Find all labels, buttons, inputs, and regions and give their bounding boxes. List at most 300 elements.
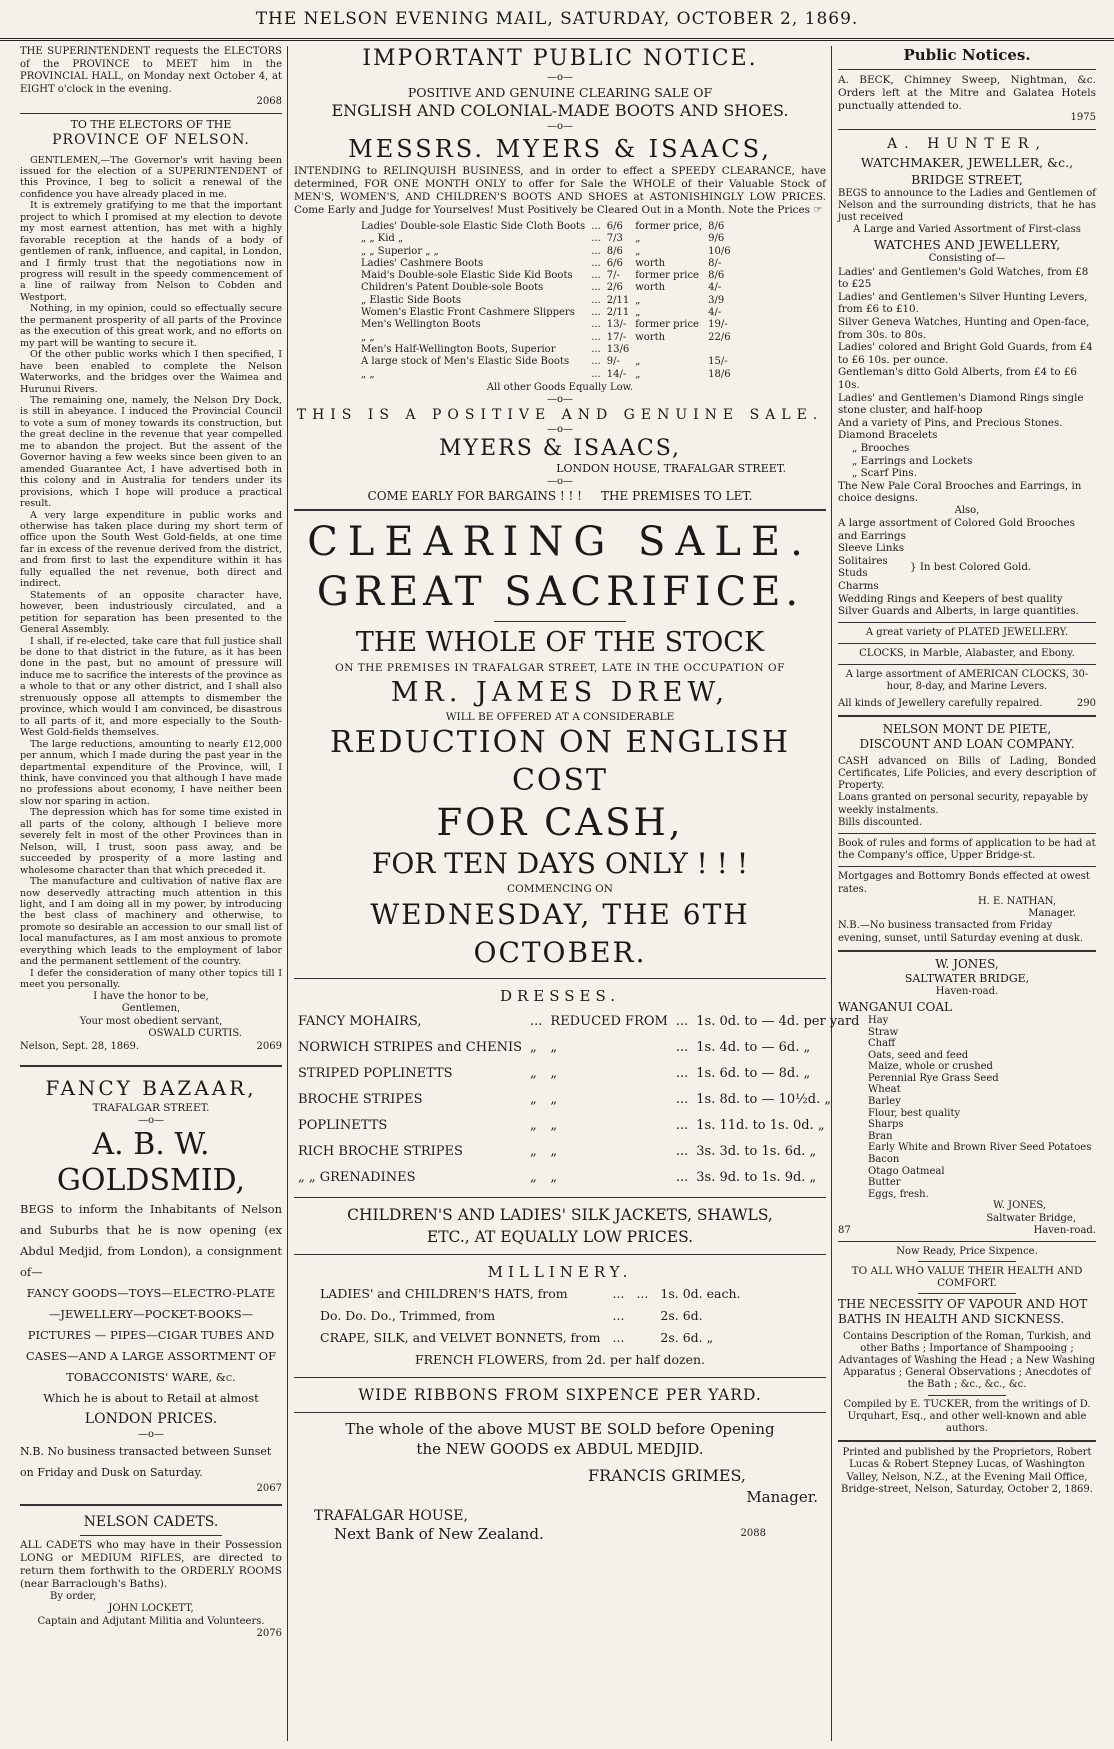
shoe-row-cell: 10/6 (708, 245, 731, 257)
nathan-role: Manager. (1028, 908, 1076, 920)
shoe-price-table (358, 221, 734, 381)
letter-paragraph: I defer the consideration of many other topics till I meet you personally. (20, 967, 282, 991)
new-goods: the NEW GOODS ex ABDUL MEDJID. (416, 1439, 704, 1458)
dress-row (294, 1087, 863, 1113)
also-item: Wedding Rings and Keepers of best quality (838, 592, 1063, 605)
cadets-signature: JOHN LOCKETT, (108, 1603, 194, 1615)
dress-row-cell: BROCHE STRIPES (298, 1091, 423, 1107)
dress-row-cell: 1s. 0d. to — 4d. per yard (696, 1013, 860, 1029)
divider: —o— (546, 423, 574, 435)
clearing-sale: CLEARING SALE. (307, 518, 813, 565)
letter-paragraph: A very large expenditure in public works and otherwise has taken place during my short term of office upon the South West Gold-fields, at one time far in excess of the revenue derived from the district, and from first to last the expenditure within it has fully equalled the net revenue, both direct and indirect. (20, 509, 282, 590)
wide-ribbons: WIDE RIBBONS FROM SIXPENCE PER YARD. (358, 1385, 762, 1404)
ten-days: FOR TEN DAYS ONLY ! ! ! (371, 846, 749, 880)
shoe-row (358, 246, 734, 258)
dress-row-cell: „ (530, 1091, 537, 1107)
mont-mortgages: Mortgages and Bottomry Bonds effected at owest rates. (838, 871, 1090, 895)
shoe-row-cell: „ (635, 368, 641, 380)
wednesday-date: WEDNESDAY, THE 6TH OCTOBER. (370, 897, 750, 969)
letter-paragraph: GENTLEMEN,—The Governor's writ having been issued for the election of a SUPERINTENDENT of this Province, I beg to solicit a renewal of the confidence you have already placed in me. (20, 154, 282, 200)
shoe-row-cell: Women's Elastic Front Cashmere Slippers (361, 307, 575, 319)
millinery-row (314, 1305, 746, 1327)
letter-paragraph: It is extremely gratifying to me that the important project to which I promised at my election to devote my most earnest attention, has met with a highly favorable reception at the hands of a body of gentlemen of rank, influence, and capital, in London, and I firmly trust that the negotiations now in progress will result in the speedy commencement of a line of railway from Nelson to Cobden and Westport. (20, 200, 282, 303)
dress-row-cell: „ (530, 1065, 537, 1081)
dress-row-cell: „ (550, 1143, 558, 1159)
mont-body: CASH advanced on Bills of Lading, Bonded Certificates, Life Policies, and every description of Property. (838, 755, 1096, 792)
dress-row (294, 1061, 863, 1087)
dress-row-cell: FANCY MOHAIRS, (298, 1013, 422, 1029)
jones-road: Haven-road. (1033, 1224, 1096, 1236)
election-letter (20, 155, 282, 991)
shoe-row-cell: 8/6 (708, 221, 725, 232)
mr-james-drew: MR. JAMES DREW, (390, 676, 730, 708)
coal-item: Eggs, fresh. (868, 1188, 929, 1200)
shoe-row-cell: „ „ (361, 368, 375, 380)
come-early: COME EARLY FOR BARGAINS ! ! ! THE PREMISES TO LET. (367, 488, 753, 503)
consisting: Consisting of— (928, 253, 1006, 265)
also-items (838, 517, 1096, 618)
millinery-row-cell: 2s. 6d. „ (660, 1329, 714, 1345)
shoe-row-cell: ... (591, 368, 601, 380)
messrs-heading: MESSRS. MYERS & ISAACS, (348, 135, 772, 163)
must-be-sold: The whole of the above MUST BE SOLD before Opening (345, 1419, 775, 1438)
shoe-row-cell: 4/- (708, 282, 722, 294)
dress-row-cell: ... (675, 1169, 689, 1185)
letter-closing: Your most obedient servant, (79, 1015, 223, 1027)
mont-nb: N.B.—No business transacted from Friday evening, sunset, until Saturday evening at dusk. (838, 920, 1083, 944)
millinery-row-cell: ... (612, 1307, 625, 1323)
coal-item: Chaff (868, 1038, 896, 1050)
shoe-row-cell: ... (591, 282, 601, 294)
shoe-row-cell: 19/- (708, 319, 728, 331)
shoe-row-cell: 8/6 (708, 270, 725, 282)
also: Also, (954, 504, 980, 516)
divider: —o— (546, 72, 574, 83)
dress-row-cell: „ (530, 1169, 537, 1185)
millinery-row-cell: CRAPE, SILK, and VELVET BONNETS, from (320, 1329, 601, 1345)
hunter-item: Ladies' and Gentlemen's Silver Hunting Levers, from £6 to £10. (838, 290, 1088, 316)
dress-row-cell: NORWICH STRIPES and CHENIS (298, 1039, 522, 1055)
cadets-order: By order, (50, 1590, 97, 1602)
coal-item: Perennial Rye Grass Seed (868, 1072, 999, 1084)
shoe-row-cell (705, 344, 733, 356)
dress-row-cell: 1s. 4d. to — 6d. „ (696, 1039, 811, 1055)
hunter-item: Ladies' colored and Bright Gold Guards, from £4 to £6 10s. per ounce. (838, 341, 1093, 366)
dress-row-cell: ... (675, 1065, 689, 1081)
nathan: H. E. NATHAN, (977, 895, 1056, 907)
bazaar-body: BEGS to inform the Inhabitants of Nelson and Suburbs that he is now opening (ex Abdul Medjid, from London), a consignment of— (20, 1202, 282, 1280)
shoe-row-cell: ... (591, 319, 601, 331)
shoe-row-cell: 8/- (708, 257, 722, 269)
millinery-row-cell: ... (636, 1285, 649, 1301)
also-item: Solitaires (838, 554, 888, 567)
also-item: Studs (838, 567, 868, 580)
coal-item: Oats, seed and feed (868, 1049, 969, 1061)
shoe-row-cell: 3/9 (708, 294, 725, 306)
shoe-row-cell: „ (635, 307, 641, 319)
necessity: THE NECESSITY OF VAPOUR AND HOT BATHS IN HEALTH AND SICKNESS. (838, 1296, 1088, 1326)
shoe-row (358, 307, 734, 319)
shoe-row-cell: Ladies' Cashmere Boots (361, 257, 484, 269)
coal-item: Flour, best quality (868, 1107, 961, 1119)
dresses-table (294, 1009, 863, 1191)
now-ready: Now Ready, Price Sixpence. (896, 1246, 1038, 1258)
wanganui-coal: WANGANUI COAL (838, 999, 952, 1014)
shoe-row-cell: worth (635, 331, 666, 343)
cadets-body: ALL CADETS who may have in their Possession LONG or MEDIUM RIFLES, are directed to return them forthwith to the ORDERLY ROOMS (near Barraclough's Baths). (20, 1538, 282, 1590)
best-colored-gold: } In best Colored Gold. (910, 561, 1032, 574)
for-cash: FOR CASH, (436, 800, 684, 844)
letter-closing: I have the honor to be, (93, 990, 209, 1002)
letter-paragraph: The remaining one, namely, the Nelson Dry Dock, is still in abeyance. I induced the Provincial Council to vote a sum of money towards its construction, but the great decline in the revenue that year compelled me to abandon the project. But the assent of the Governor having a few weeks since been given to an amended Guarantee Act, I have advertised both in this colony and in Australia for tenders under its provisions, which I hope will produce a practical result. (20, 395, 282, 510)
watches-heading: WATCHES AND JEWELLERY, (873, 237, 1061, 253)
millinery-heading: MILLINERY. (487, 1262, 633, 1281)
dress-row-cell: 1s. 11d. to 1s. 0d. „ (696, 1117, 825, 1133)
ad-number: 2069 (256, 1040, 282, 1052)
dress-row (294, 1113, 863, 1139)
letter-paragraph: The depression which has for some time existed in all parts of the colony, although I believe more severely felt in most of the other Provinces than in Nelson, will, I trust, soon pass away, and be succeeded by prosperity of a more lasting and wholesome character than that which preceded it. (20, 807, 282, 876)
millinery-row-cell: 1s. 0d. each. (660, 1285, 741, 1301)
dress-row-cell: ... (675, 1039, 689, 1055)
hunter-item: „ Brooches (852, 441, 910, 454)
ad-number: 2088 (740, 1527, 766, 1539)
dress-row-cell: ... (530, 1013, 543, 1029)
dress-row-cell: POPLINETTS (298, 1117, 388, 1133)
shoe-row-cell: 22/6 (708, 331, 731, 343)
shoe-row-cell: 14/- (606, 368, 627, 380)
shoe-row-cell: „ (635, 245, 641, 257)
millinery-row-cell: Do. Do. Do., Trimmed, from (320, 1307, 496, 1323)
trafalgar-house: TRAFALGAR HOUSE, (314, 1507, 468, 1524)
ad-number: 2068 (256, 96, 282, 107)
dress-row-cell: „ „ GRENADINES (298, 1169, 416, 1185)
dress-row-cell: „ (530, 1143, 537, 1159)
dress-row-cell: „ (530, 1039, 537, 1055)
masthead: THE NELSON EVENING MAIL, SATURDAY, OCTOBER 2, 1869. (0, 0, 1114, 41)
to-all: TO ALL WHO VALUE THEIR HEALTH AND COMFORT. (851, 1265, 1083, 1290)
coal-item: Butter (868, 1177, 901, 1189)
myers-isaacs: MYERS & ISAACS, (439, 435, 681, 461)
shoe-row-cell: 2/11 (606, 307, 630, 319)
shoe-row (358, 344, 734, 356)
hunter-body: BEGS to announce to the Ladies and Gentlemen of Nelson and the surrounding districts, that he has just received (838, 187, 1096, 223)
dress-row (294, 1035, 863, 1061)
shoe-row-cell: ... (591, 294, 601, 306)
letter-signature: OSWALD CURTIS. (148, 1028, 242, 1040)
shoe-row (358, 332, 734, 344)
dress-row-cell: ... (675, 1143, 689, 1159)
large-varied: A Large and Varied Assortment of First-class (853, 224, 1081, 236)
hunter-item: Silver Geneva Watches, Hunting and Open-face, from 30s. to 80s. (838, 315, 1090, 341)
beck-notice: A. BECK, Chimney Sweep, Nightman, &c. Orders left at the Mitre and Galatea Hotels punctually attended to. (838, 74, 1096, 112)
shoe-row-cell: ... (591, 221, 601, 232)
jones-bridge: Saltwater Bridge, (986, 1212, 1076, 1224)
bazaar-nb: N.B. No business transacted between Sunset on Friday and Dusk on Saturday. (20, 1445, 272, 1480)
silk-jackets: CHILDREN'S AND LADIES' SILK JACKETS, SHAWLS, (347, 1205, 773, 1224)
also-item: Sleeve Links (838, 542, 905, 555)
millinery-row-cell: ... (612, 1285, 625, 1301)
premises-line: ON THE PREMISES IN TRAFALGAR STREET, LATE IN THE OCCUPATION OF (335, 661, 785, 674)
letter-dateline: Nelson, Sept. 28, 1869. (20, 1040, 140, 1052)
shoe-row-cell (632, 344, 705, 356)
shoe-row-cell: ... (591, 307, 601, 319)
shoe-row (358, 221, 734, 233)
dress-row-cell: 1s. 6d. to — 8d. „ (696, 1065, 811, 1081)
column-right (838, 46, 1096, 1741)
positive-line: POSITIVE AND GENUINE CLEARING SALE OF (407, 85, 713, 100)
coal-item: Wheat (868, 1084, 901, 1096)
important-notice-title: IMPORTANT PUBLIC NOTICE. (362, 46, 758, 71)
millinery-row-cell (630, 1327, 654, 1349)
shoe-row-cell: ... (591, 356, 601, 368)
shoe-row-cell: 15/- (708, 356, 728, 368)
dresses-heading: DRESSES. (499, 986, 621, 1005)
column-rule (287, 46, 288, 1741)
hunter-name: A. HUNTER, (887, 135, 1047, 152)
shoe-row-cell: Maid's Double-sole Elastic Side Kid Boots (361, 270, 573, 282)
bazaar-street: TRAFALGAR STREET. (92, 1102, 210, 1115)
shoe-row-cell: worth (635, 257, 666, 269)
coal-item: Maize, whole or crushed (868, 1061, 993, 1073)
millinery-row-cell (630, 1305, 654, 1327)
coal-item: Sharps (868, 1119, 904, 1131)
shoe-row (358, 356, 734, 368)
coal-item: Bran (868, 1130, 893, 1142)
shoe-row-cell: ... (591, 343, 601, 355)
public-notices-heading: Public Notices. (903, 46, 1031, 64)
shoe-row-cell: 2/6 (606, 282, 623, 294)
equally-low: ETC., AT EQUALLY LOW PRICES. (426, 1227, 694, 1246)
shoe-row-cell: Men's Wellington Boots (361, 319, 481, 331)
shoe-row (358, 258, 734, 270)
hunter-item: Ladies' and Gentlemen's Gold Watches, from £8 to £25 (838, 265, 1089, 291)
commencing: COMMENCING ON (507, 882, 613, 895)
all-other-goods: All other Goods Equally Low. (486, 381, 634, 393)
divider: —o— (137, 1115, 165, 1127)
shoe-row-cell: Children's Patent Double-sole Boots (361, 282, 544, 294)
shoe-row-cell: 9/- (606, 356, 620, 368)
hunter-item: „ Earrings and Lockets (852, 454, 973, 467)
ad-number: 290 (1076, 697, 1096, 709)
shoe-row-cell: former price (635, 319, 699, 331)
repaired: All kinds of Jewellery carefully repaired. (838, 697, 1043, 709)
shoe-row-cell: ... (591, 233, 601, 245)
shoe-row-cell: former price (635, 270, 699, 282)
shoe-row-cell: Men's Half-Wellington Boots, Superior (361, 343, 556, 355)
column-rule (831, 46, 832, 1741)
mont-bills: Bills discounted. (838, 816, 923, 828)
dress-row-cell: RICH BROCHE STRIPES (298, 1143, 463, 1159)
shoe-row-cell: 13/- (606, 319, 627, 331)
coal-item: Otago Oatmeal (868, 1165, 945, 1177)
shoe-row-cell: „ Elastic Side Boots (361, 294, 462, 306)
offered-line: WILL BE OFFERED AT A CONSIDERABLE (445, 710, 675, 723)
whole-stock: THE WHOLE OF THE STOCK (355, 626, 765, 658)
american-clocks: A large assortment of AMERICAN CLOCKS, 30-hour, 8-day, and Marine Levers. (845, 669, 1089, 693)
dress-row-cell: 3s. 9d. to 1s. 9d. „ (696, 1169, 817, 1185)
dress-row-cell: REDUCED FROM (550, 1013, 668, 1029)
also-item: A large assortment of Colored Gold Brooches and Earrings (838, 517, 1075, 542)
divider: —o— (546, 393, 574, 405)
millinery-row (314, 1327, 746, 1349)
shoe-row-cell: 6/6 (606, 257, 623, 269)
manager-title: Manager. (746, 1487, 818, 1506)
dress-row (294, 1009, 863, 1035)
jones-signature: W. JONES, (993, 1200, 1046, 1212)
dress-row-cell: 3s. 3d. to 1s. 6d. „ (696, 1143, 817, 1159)
millinery-row (314, 1283, 746, 1305)
dress-row (294, 1139, 863, 1165)
cadets-rank: Captain and Adjutant Militia and Volunteers. (37, 1615, 265, 1627)
coal-item: Early White and Brown River Seed Potatoes (868, 1142, 1092, 1154)
bazaar-goods: FANCY GOODS—TOYS—ELECTRO-PLATE —JEWELLERY—POCKET-BOOKS— PICTURES — PIPES—CIGAR TUBES AND CASES—AND A LARGE ASSORTMENT OF TOBACCONISTS' WARE, &c. (25, 1286, 277, 1385)
shoe-row-cell: ... (591, 270, 601, 282)
shoe-row-cell: „ (635, 294, 641, 306)
london-house: LONDON HOUSE, TRAFALGAR STREET. (556, 461, 786, 475)
shoe-row-cell: 4/- (708, 307, 722, 319)
clocks: CLOCKS, in Marble, Alabaster, and Ebony. (859, 648, 1075, 660)
letter-paragraph: Statements of an opposite character have, however, been industriously circulated, and a petition for separation has been presented to the General Assembly. (20, 589, 282, 636)
printed-by: Printed and published by the Proprietors, Robert Lucas & Robert Stepney Lucas, of Washington Valley, Nelson, N.Z., at the Evening Mail Office, Bridge-street, Nelson, Saturday, October 2, 1869. (841, 1447, 1093, 1495)
mont-loans: Loans granted on personal security, repayable by weekly instalments. (838, 792, 1089, 816)
dress-row-cell: „ (550, 1117, 558, 1133)
coal-item: Bacon (868, 1154, 900, 1166)
hunter-items (838, 266, 1096, 505)
dress-row-cell: „ (530, 1117, 537, 1133)
hunter-item: „ Scarf Pins. (852, 467, 917, 480)
hunter-item: Gentleman's ditto Gold Alberts, from £4 to £6 10s. (838, 366, 1077, 391)
shoe-row-cell: „ (635, 356, 641, 368)
dress-row-cell: „ (550, 1065, 558, 1081)
next-bank: Next Bank of New Zealand. (334, 1524, 544, 1543)
dress-row-cell: 1s. 8d. to — 10½d. „ (696, 1091, 832, 1107)
shoe-row (358, 369, 734, 381)
bazaar-retail: Which he is about to Retail at almost (43, 1391, 259, 1406)
haven-road: Haven-road. (935, 985, 999, 997)
dress-row-cell: ... (675, 1091, 689, 1107)
shoe-row (358, 233, 734, 245)
coal-item: Hay (868, 1014, 889, 1026)
mont-book: Book of rules and forms of application to be had at the Company's office, Upper Bridge-st. (838, 838, 1096, 862)
contains: Contains Description of the Roman, Turkish, and other Baths ; Importance of Shampooing ; Advantages of Washing the Head ; a New Washing Apparatus ; General Observations ; Anecdotes of the Bath ; &c., &c., &c. (838, 1330, 1096, 1391)
shoe-row-cell: ... (591, 331, 601, 343)
shoe-row-cell: ... (591, 245, 601, 257)
shoe-row-cell: former price, (635, 221, 703, 232)
shoe-row-cell: „ (635, 233, 641, 245)
shoe-row-cell: 2/11 (606, 294, 630, 306)
dress-row-cell: „ (550, 1169, 558, 1185)
dress-row-cell: ... (675, 1013, 689, 1029)
shoe-row (358, 295, 734, 307)
shoe-row-cell: 7/3 (606, 233, 623, 245)
hunter-item: And a variety of Pins, and Precious Stones. (838, 416, 1063, 429)
jones-heading: W. JONES, (935, 956, 999, 971)
shoe-row-cell: 8/6 (606, 245, 623, 257)
letter-paragraph: I shall, if re-elected, take care that full justice shall be done to that district in the future, as it has been done in the past, but no amount of pressure will induce me to sacrifice the interests of the province as a whole to that or any other district, and I shall also strenuously oppose all attempts to dismember the province, which would I am convinced, be disastrous to all parts of it, and more especially to the South-West Gold-fields themselves. (20, 635, 282, 739)
shoe-row-cell: 18/6 (708, 368, 731, 380)
shoe-row-cell: 17/- (606, 331, 627, 343)
coal-item: Barley (868, 1096, 901, 1108)
millinery-row-cell: LADIES' and CHILDREN'S HATS, from (320, 1285, 568, 1301)
dress-row-cell: „ (550, 1091, 558, 1107)
shoe-row-cell: „ „ (361, 331, 375, 343)
boots-shoes-line: ENGLISH AND COLONIAL-MADE BOOTS AND SHOES. (331, 101, 789, 120)
divider: —o— (546, 475, 574, 487)
mont-heading-2: DISCOUNT AND LOAN COMPANY. (859, 736, 1075, 751)
ad-number: 2076 (256, 1628, 282, 1640)
cadets-title: NELSON CADETS. (83, 1513, 219, 1530)
reduction-line: REDUCTION ON ENGLISH COST (330, 724, 790, 798)
shoe-row-cell: 6/6 (606, 221, 623, 232)
shoe-row-cell: „ „ Superior „ „ (361, 245, 439, 257)
ad-number: 87 (838, 1224, 851, 1236)
millinery-table (314, 1283, 746, 1349)
shoe-row (358, 270, 734, 282)
shoe-row (358, 319, 734, 331)
intending-paragraph: INTENDING to RELINQUISH BUSINESS, and in order to effect a SPEEDY CLEARANCE, have determined, FOR ONE MONTH ONLY to offer for Sale the WHOLE of their Valuable Stock of MEN'S, WOMEN'S, AND CHILDREN'S BOOTS AND SHOES at ASTONISHINGLY LOW PRICES. Come Early and Judge for Yourselves! Must Positively be Cleared Out in a Month. Note the Prices ☞ (294, 165, 826, 216)
ad-number: 1975 (1070, 112, 1096, 124)
ad-number: 2067 (256, 1483, 282, 1495)
goldsmid-name: A. B. W. GOLDSMID, (56, 1127, 246, 1199)
shoe-row-cell: 9/6 (708, 233, 725, 245)
letter-paragraph: Of the other public works which I then specified, I have been enabled to complete the Nelson Waterworks, and the bridges over the Waimea and Hurunui Rivers. (20, 349, 282, 395)
coal-items (838, 1015, 1096, 1201)
london-prices: LONDON PRICES. (84, 1411, 218, 1428)
millinery-row-cell: ... (612, 1329, 625, 1345)
shoe-row-cell: ... (591, 257, 601, 269)
bridge-street: BRIDGE STREET, (911, 171, 1023, 187)
shoe-row-cell: „ „ Kid „ (361, 233, 404, 245)
hunter-item: Diamond Bracelets (838, 429, 938, 442)
positive-sale: THIS IS A POSITIVE AND GENUINE SALE. (296, 406, 824, 423)
millinery-row-cell: 2s. 6d. (660, 1307, 703, 1323)
hunter-trade: WATCHMAKER, JEWELLER, &c., (860, 154, 1074, 170)
divider: —o— (546, 121, 574, 132)
great-sacrifice: GREAT SACRIFICE. (316, 568, 804, 615)
french-flowers: FRENCH FLOWERS, from 2d. per half dozen. (414, 1351, 706, 1367)
letter-paragraph: The large reductions, amounting to nearly £12,000 per annum, which I made during the past year in the departmental expenditure of the Province, will, I think, have convinced you that although I have made no professions about economy, I have neither been slow nor sparing in action. (20, 738, 282, 807)
bazaar-title: FANCY BAZAAR, (45, 1076, 257, 1101)
shoe-row-cell: Ladies' Double-sole Elastic Side Cloth Boots (361, 221, 586, 232)
shoe-row-cell: 7/- (606, 270, 620, 282)
shoe-row (358, 282, 734, 294)
also-item: Silver Guards and Alberts, in large quantities. (838, 605, 1079, 618)
superintendent-notice: THE SUPERINTENDENT requests the ELECTORS of the PROVINCE to MEET him in the PROVINCIAL HALL, on Monday next October 4, at EIGHT o'clock in the evening. (20, 46, 282, 95)
electors-heading: TO THE ELECTORS OF THE (70, 117, 232, 131)
dress-row-cell: „ (550, 1039, 558, 1055)
hunter-item: The New Pale Coral Brooches and Earrings, in choice designs. (838, 479, 1082, 505)
dress-row-cell: STRIPED POPLINETTS (298, 1065, 453, 1081)
shoe-row-cell: worth (635, 282, 666, 294)
column-left (20, 46, 282, 1741)
mont-heading: NELSON MONT DE PIETE, (882, 721, 1052, 736)
hunter-item: Ladies' and Gentlemen's Diamond Rings single stone cluster, and half-hoop (838, 391, 1084, 417)
letter-paragraph: The manufacture and cultivation of native flax are now deservedly attracting much attention in this light, and I am doing all in my power, by introducing the best class of machinery and otherwise, to promote so desirable an accession to our small list of local manufactures, as I am most anxious to promote everything which leads to the employment of labor and the permanent settlement of the country. (20, 876, 282, 968)
shoe-row-cell: A large stock of Men's Elastic Side Boots (361, 356, 570, 368)
dress-row (294, 1165, 863, 1191)
divider: —o— (137, 1429, 165, 1441)
also-item: Charms (838, 580, 879, 593)
saltwater: SALTWATER BRIDGE, (904, 971, 1030, 985)
plated-jewellery: A great variety of PLATED JEWELLERY. (865, 626, 1069, 638)
francis-grimes: FRANCIS GRIMES, (588, 1465, 746, 1485)
coal-item: Straw (868, 1026, 899, 1038)
letter-closing: Gentlemen, (121, 1003, 181, 1015)
shoe-row-cell: 13/6 (606, 343, 630, 355)
compiled: Compiled by E. TUCKER, from the writings of D. Urquhart, Esq., and other well-known and able authors. (843, 1398, 1091, 1435)
dress-row-cell: ... (675, 1117, 689, 1133)
letter-paragraph: Nothing, in my opinion, could so effectually secure the permanent prosperity of all parts of the Province as the execution of this great work, and no efforts on my part will be wanting to secure it. (20, 303, 282, 349)
